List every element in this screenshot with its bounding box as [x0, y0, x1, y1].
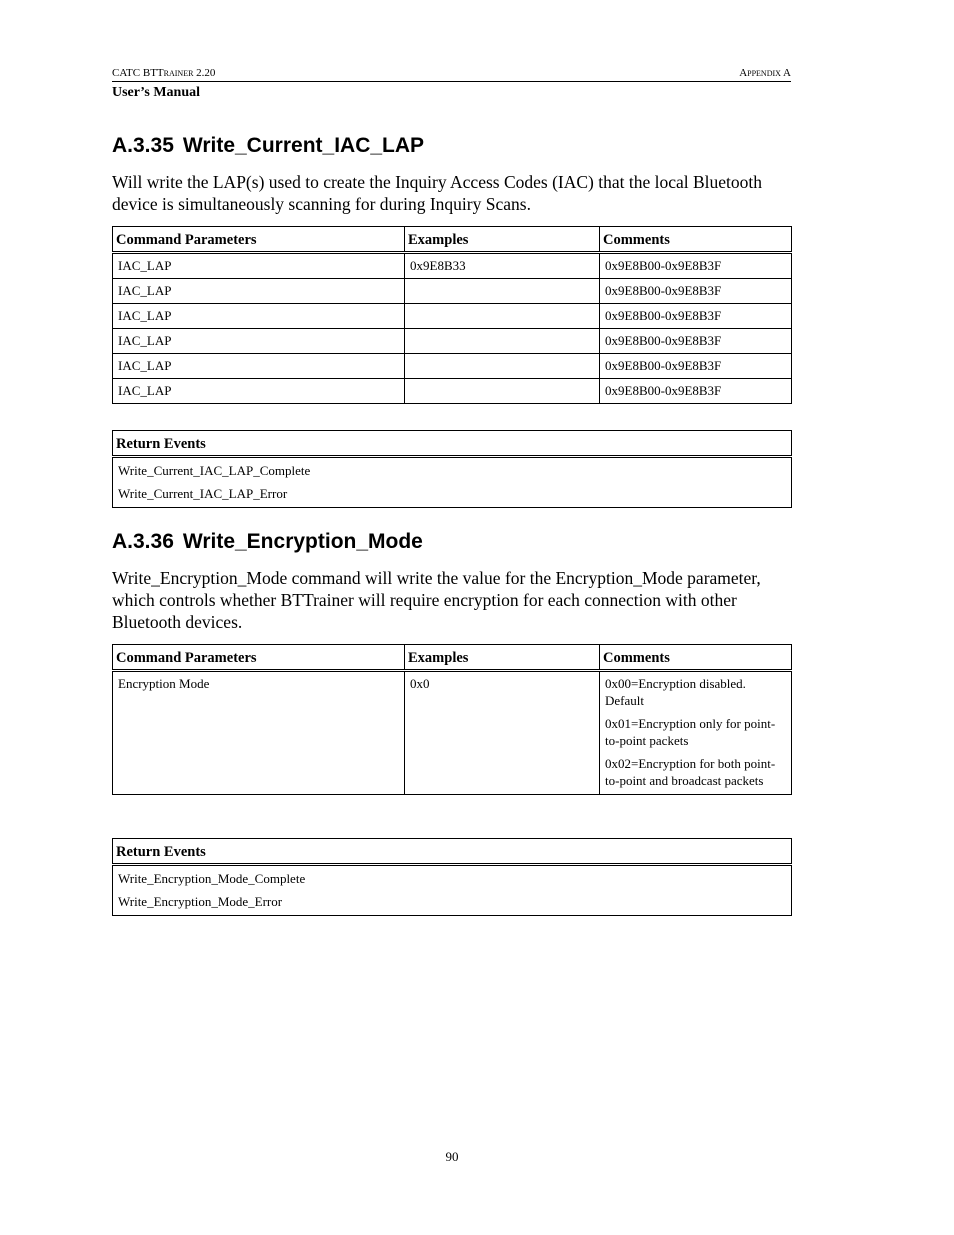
- comment-cell: [600, 671, 792, 795]
- comment-line: 0x00=Encryption disabled. Default: [605, 676, 746, 708]
- table-row: [113, 379, 792, 404]
- table-row: [113, 483, 792, 508]
- command-parameters-table: [112, 226, 792, 404]
- example-cell: [405, 329, 600, 354]
- example-cell: [405, 354, 600, 379]
- table-row: [113, 304, 792, 329]
- table-row: [113, 891, 792, 916]
- table-row: [113, 354, 792, 379]
- section-description: Write_Encryption_Mode command will write the value for the Encryption_Mode parameter, which controls whether BTTrainer will require encryption for each connection with other Bluetooth devices.: [112, 568, 761, 632]
- section-number: A.3.35: [112, 134, 174, 157]
- param-cell: IAC_LAP: [113, 253, 405, 279]
- header-manual: User’s Manual: [112, 85, 201, 100]
- section-title-write-encryption-mode: [112, 529, 423, 555]
- table-header-row: [113, 839, 792, 865]
- column-header-parameters: Command Parameters: [113, 645, 405, 671]
- header-rule-row: [112, 66, 791, 82]
- param-cell: IAC_LAP: [113, 379, 405, 404]
- table-row: [113, 865, 792, 892]
- comment-cell: 0x9E8B00-0x9E8B3F: [600, 379, 792, 404]
- event-cell: Write_Encryption_Mode_Error: [113, 891, 792, 916]
- column-header-comments: Comments: [600, 645, 792, 671]
- section-description: Will write the LAP(s) used to create the Inquiry Access Codes (IAC) that the local Bluetooth device is simultaneously scanning for during Inquiry Scans.: [112, 172, 763, 214]
- comment-cell: 0x9E8B00-0x9E8B3F: [600, 329, 792, 354]
- param-cell: IAC_LAP: [113, 354, 405, 379]
- section-title-write-current-iac-lap: [112, 133, 424, 159]
- example-cell: [405, 279, 600, 304]
- comment-line: 0x02=Encryption for both point-to-point and broadcast packets: [605, 756, 776, 788]
- section-name: Write_Current_IAC_LAP: [182, 134, 425, 157]
- event-cell: Write_Encryption_Mode_Complete: [113, 865, 792, 892]
- header-appendix: Appendix A: [739, 67, 791, 79]
- table-row: [113, 279, 792, 304]
- param-cell: IAC_LAP: [113, 279, 405, 304]
- example-cell: [405, 379, 600, 404]
- running-header: [112, 66, 791, 101]
- param-cell: Encryption Mode: [113, 671, 405, 795]
- column-header-examples: Examples: [405, 227, 600, 253]
- command-parameters-table: [112, 644, 792, 795]
- table-row: [113, 329, 792, 354]
- example-cell: 0x9E8B33: [405, 253, 600, 279]
- section-number: A.3.36: [112, 530, 174, 553]
- param-cell: IAC_LAP: [113, 329, 405, 354]
- column-header-examples: Examples: [405, 645, 600, 671]
- table-header-row: [113, 431, 792, 457]
- column-header-parameters: Command Parameters: [113, 227, 405, 253]
- return-events-table: [112, 430, 792, 508]
- comment-line: 0x01=Encryption only for point-to-point packets: [605, 716, 776, 748]
- page-number: 90: [445, 1149, 459, 1164]
- event-cell: Write_Current_IAC_LAP_Error: [113, 483, 792, 508]
- column-header-return-events: Return Events: [113, 431, 792, 457]
- example-cell: [405, 304, 600, 329]
- comment-cell: 0x9E8B00-0x9E8B3F: [600, 304, 792, 329]
- example-cell: 0x0: [405, 671, 600, 795]
- table-header-row: [113, 227, 792, 253]
- table-row: [113, 253, 792, 279]
- comment-cell: 0x9E8B00-0x9E8B3F: [600, 253, 792, 279]
- table-row: [113, 671, 792, 795]
- comment-cell: 0x9E8B00-0x9E8B3F: [600, 354, 792, 379]
- column-header-return-events: Return Events: [113, 839, 792, 865]
- return-events-table: [112, 838, 792, 916]
- event-cell: Write_Current_IAC_LAP_Complete: [113, 457, 792, 484]
- column-header-comments: Comments: [600, 227, 792, 253]
- param-cell: IAC_LAP: [113, 304, 405, 329]
- header-product: CATC BTTrainer 2.20: [112, 67, 216, 79]
- table-header-row: [113, 645, 792, 671]
- table-row: [113, 457, 792, 484]
- section-name: Write_Encryption_Mode: [182, 530, 423, 553]
- comment-cell: 0x9E8B00-0x9E8B3F: [600, 279, 792, 304]
